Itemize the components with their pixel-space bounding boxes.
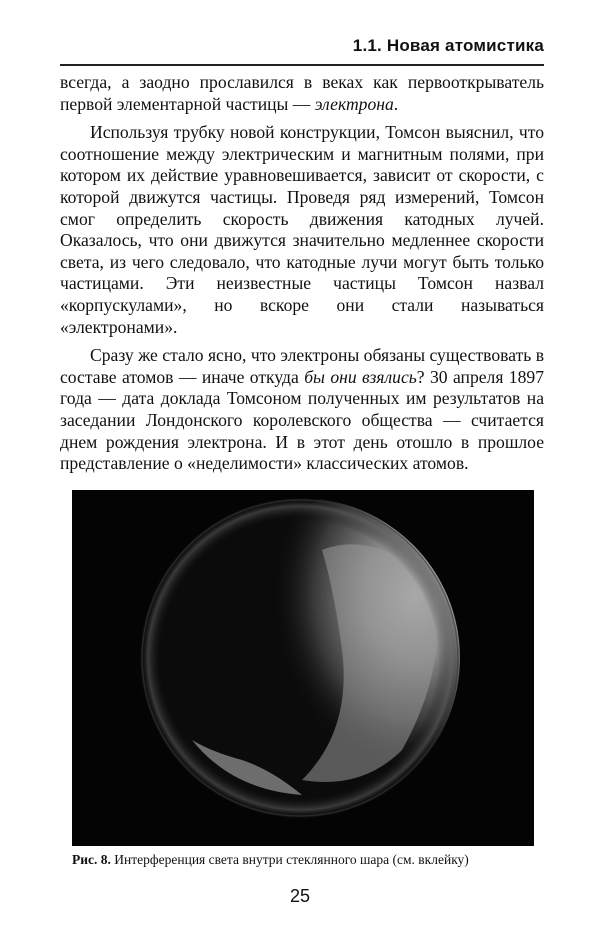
page-body xyxy=(60,72,544,482)
figure-caption-text: Интерференция света внутри стеклянного шара (см. вклейку) xyxy=(110,852,469,867)
paragraph-1-emphasis: электрона xyxy=(314,93,394,114)
paragraph-2: Используя трубку новой конструкции, Томсон выяснил, что соотношение между электрическим и магнитным полями, при котором их действие уравновешивается, зависит от скорости, с которой движутся частицы. Проведя ряд измерений, Томсон смог определить скорость движения катодных лучей. Оказалось, что они движутся значительно медленнее скорости света, из чего следовало, что катодные лучи могут быть только частицами. Эти неизвестные частицы Томсон назвал «корпускулами», но вскоре они стали называться «электронами». xyxy=(60,122,544,337)
figure-glass-sphere-photo xyxy=(72,490,534,846)
paragraph-3 xyxy=(60,345,544,475)
figure-caption xyxy=(72,852,542,868)
glass-sphere-image xyxy=(72,490,534,846)
page-number: 25 xyxy=(289,886,311,906)
paragraph-3-text: Сразу же стало ясно, что электроны обязаны существовать в составе атомов — иначе откуда xyxy=(60,345,544,387)
paragraph-3-end: ? 30 апреля 1897 года — дата доклада Томсоном полученных им результатов на заседании Лондонского королевского общества — считается днем рождения электрона. И в этот день отошло в прошлое представление о «неделимости» классических атомов. xyxy=(60,366,544,474)
section-title: 1.1. Новая атомистика xyxy=(352,36,544,55)
paragraph-1-end: . xyxy=(393,93,399,114)
paragraph-1-text: всегда, а заодно прославился в веках как первооткрыватель первой элементарной частицы — xyxy=(60,72,544,114)
header-divider xyxy=(60,64,544,66)
paragraph-3-emphasis: бы они взялись xyxy=(304,366,417,387)
figure-caption-label: Рис. 8. xyxy=(72,852,111,867)
paragraph-1 xyxy=(60,72,544,115)
